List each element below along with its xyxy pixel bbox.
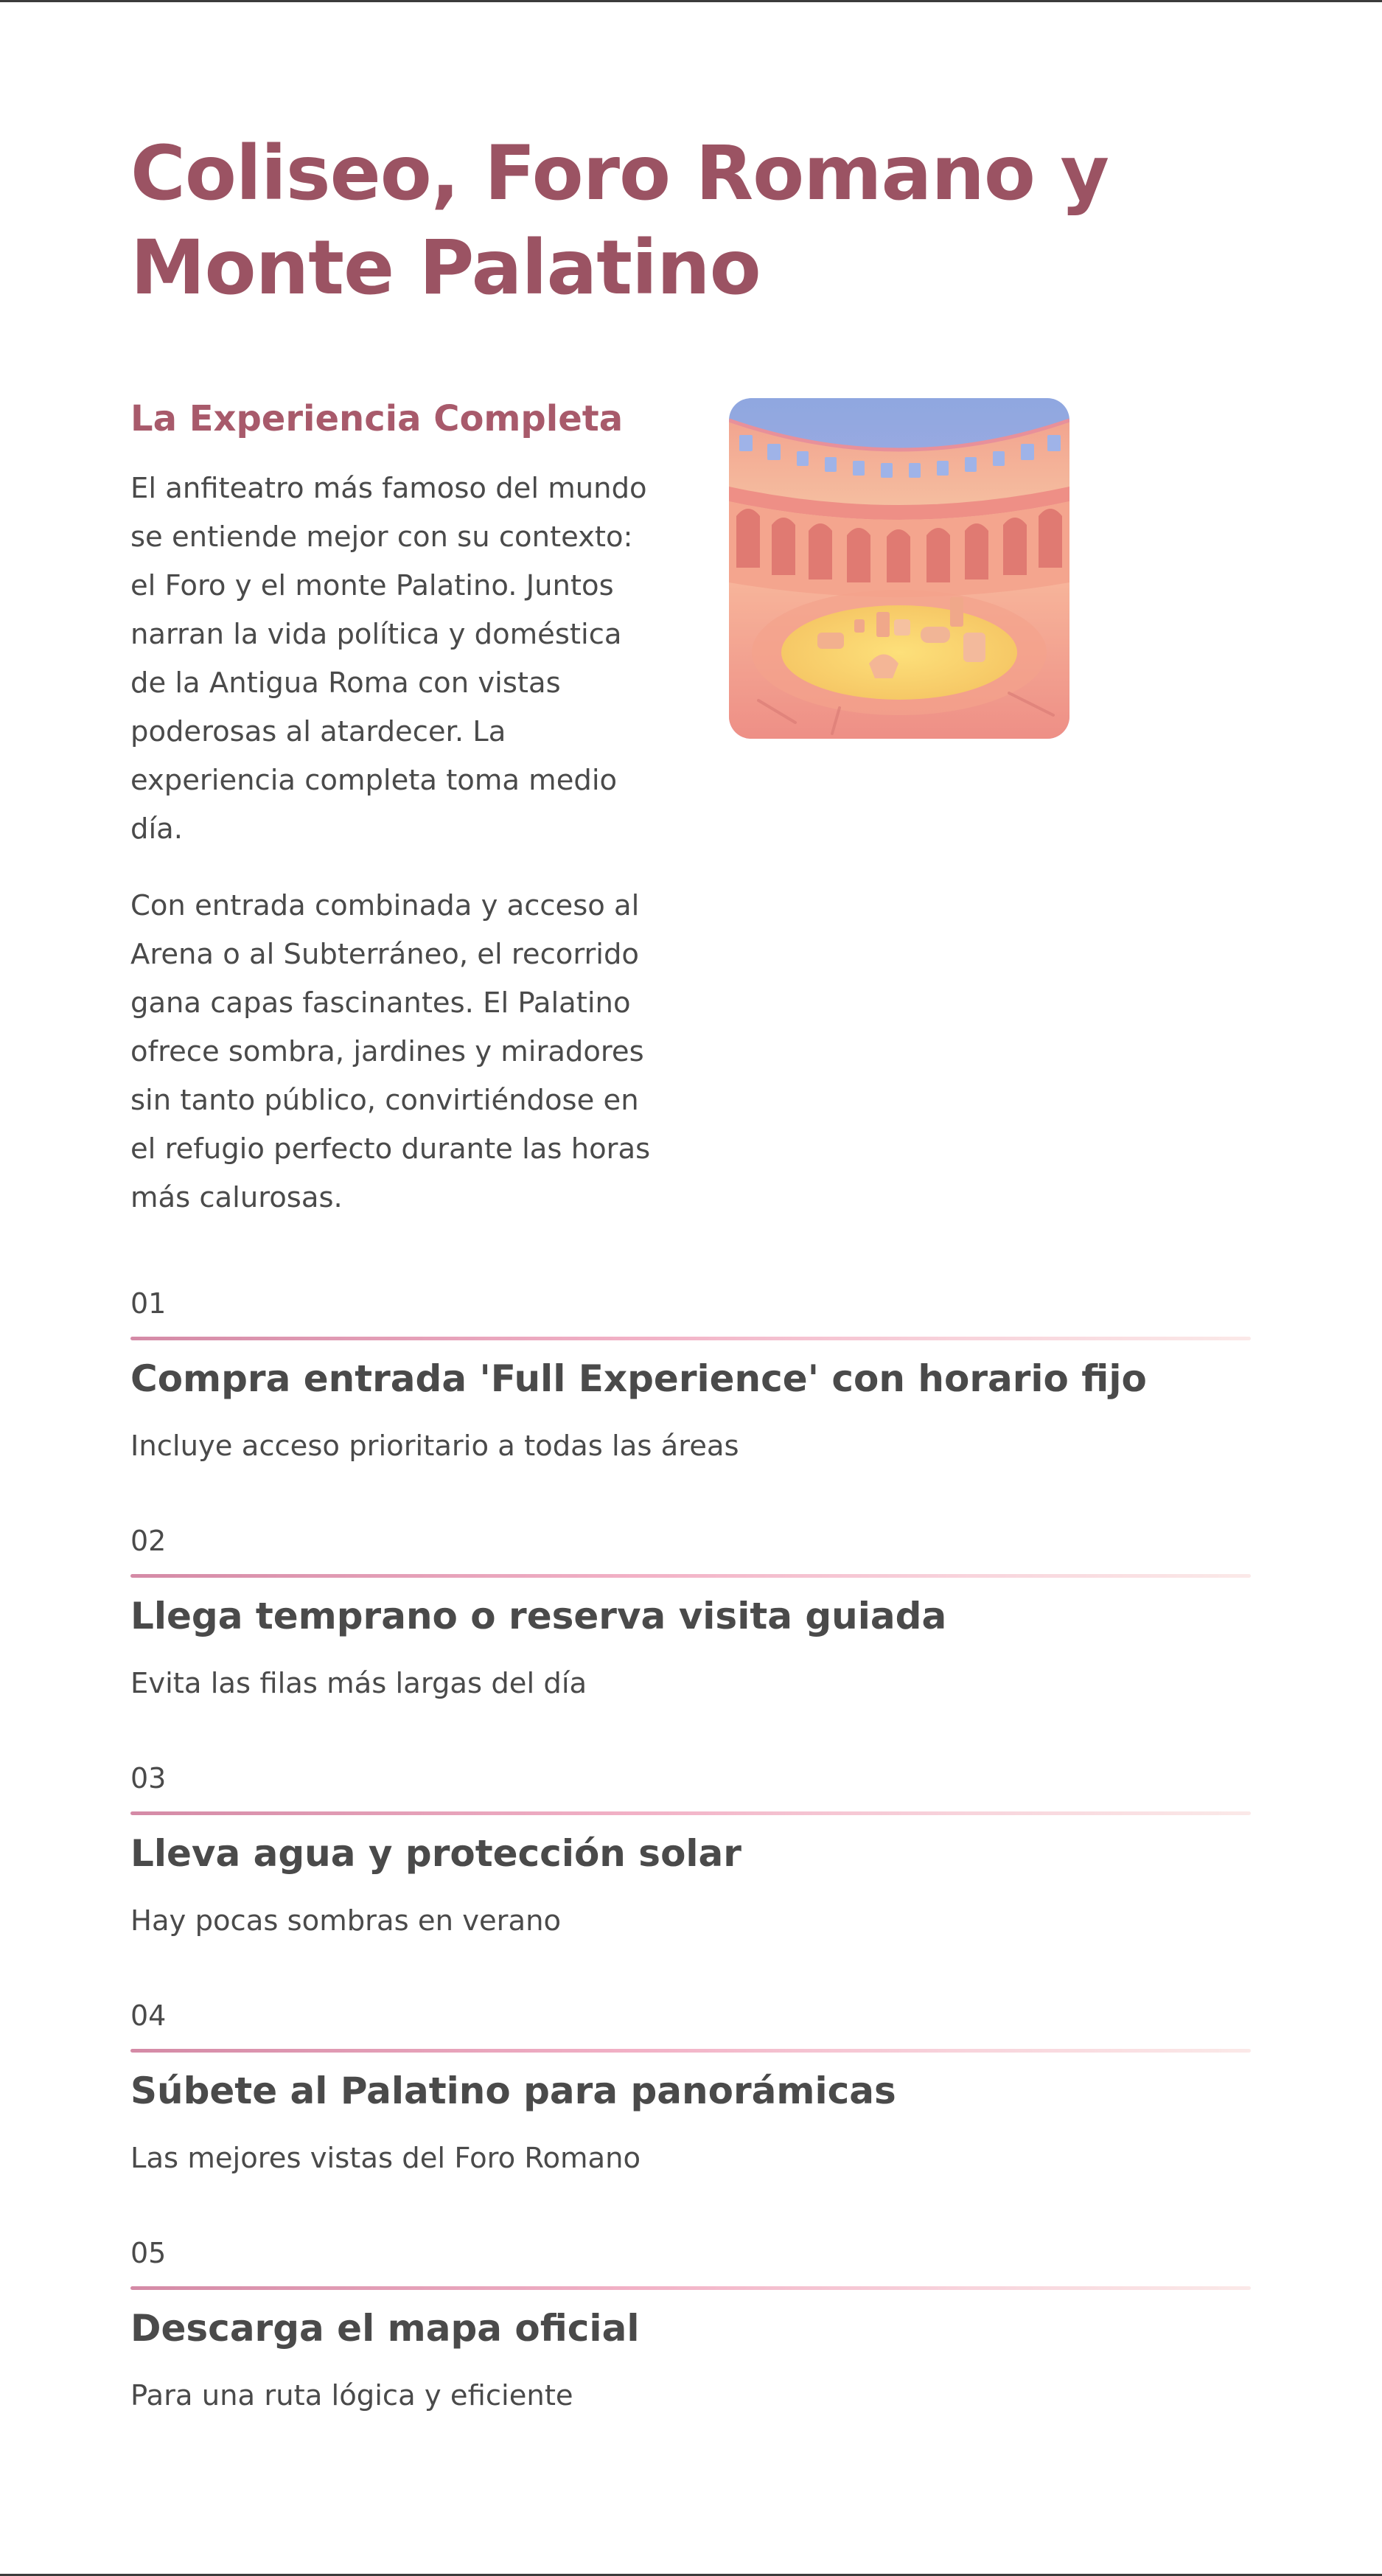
steps-list (130, 1287, 1251, 2474)
step-description: Evita las filas más largas del día (130, 1667, 587, 1700)
intro-section (130, 391, 661, 1222)
colosseum-illustration (729, 398, 1069, 739)
list-item (130, 1287, 1251, 1524)
intro-paragraph-2: Con entrada combinada y acceso al Arena o al Subterráneo, el recorrido gana capas fascinantes. El Palatino ofrece sombra, jardines y miradores sin tanto público, convirtiéndose en el refugio perfecto durante las horas más calurosas. (130, 889, 651, 1214)
step-title: Súbete al Palatino para panorámicas (130, 2069, 896, 2112)
step-description: Las mejores vistas del Foro Romano (130, 2142, 641, 2175)
top-border (0, 0, 1382, 2)
step-title: Descarga el mapa oficial (130, 2307, 640, 2350)
step-title: Lleva agua y protección solar (130, 1832, 741, 1875)
step-title: Compra entrada 'Full Experience' con horario fijo (130, 1357, 1147, 1400)
step-description: Incluye acceso prioritario a todas las áreas (130, 1430, 739, 1463)
list-item (130, 1761, 1251, 1999)
divider (130, 1337, 1251, 1340)
step-number: 03 (130, 1762, 167, 1795)
step-description: Para una ruta lógica y eficiente (130, 2379, 573, 2412)
divider (130, 1574, 1251, 1578)
step-number: 02 (130, 1525, 167, 1557)
list-item (130, 1524, 1251, 1761)
divider (130, 2286, 1251, 2290)
list-item (130, 1999, 1251, 2236)
page-title: Coliseo, Foro Romano y Monte Palatino (130, 130, 1109, 312)
step-number: 01 (130, 1287, 167, 1320)
divider (130, 2049, 1251, 2053)
list-item (130, 2236, 1251, 2474)
divider (130, 1811, 1251, 1815)
step-number: 05 (130, 2237, 167, 2269)
step-description: Hay pocas sombras en verano (130, 1904, 562, 1938)
step-title: Llega temprano o reserva visita guiada (130, 1595, 947, 1637)
intro-paragraph-1: El anfiteatro más famoso del mundo se entiende mejor con su contexto: el Foro y el monte Palatino. Juntos narran la vida política y doméstica de la Antigua Roma con vistas poderosas al atardecer. La experiencia completa toma medio día. (130, 472, 647, 846)
section-heading: La Experiencia Completa (130, 398, 624, 439)
step-number: 04 (130, 1999, 167, 2032)
